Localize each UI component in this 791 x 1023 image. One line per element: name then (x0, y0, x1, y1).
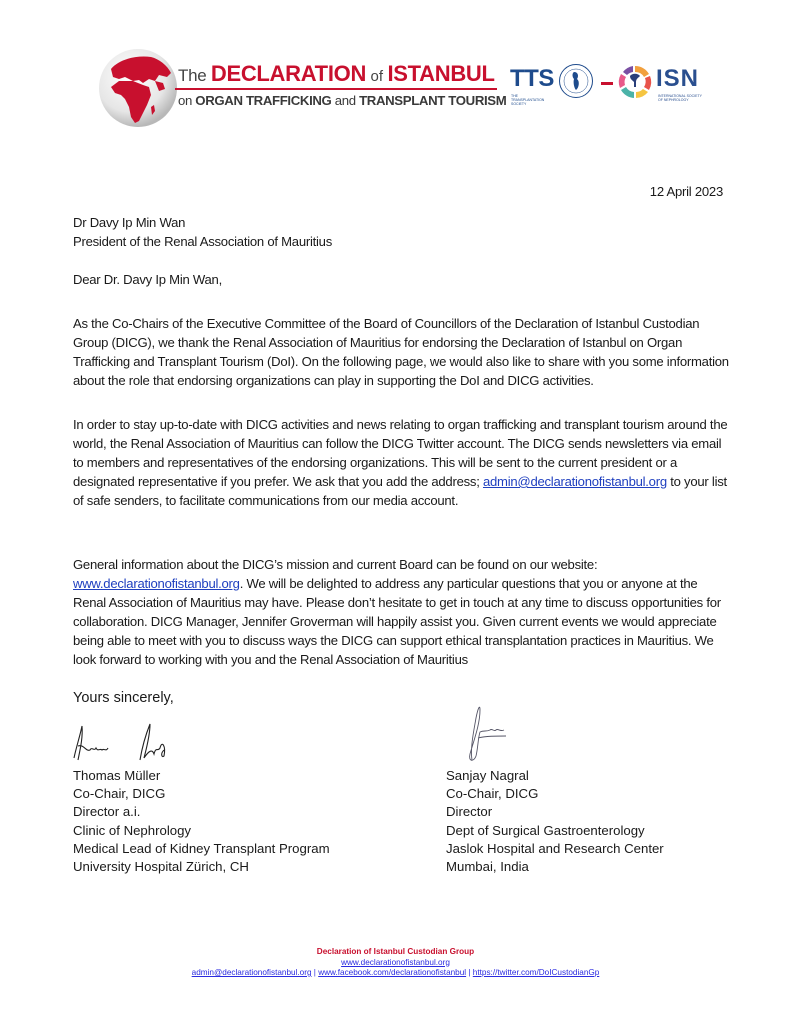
footer-website-link[interactable]: www.declarationofistanbul.org (341, 957, 450, 967)
signatory-institution: University Hospital Zürich, CH (73, 859, 249, 875)
signatory-name: Sanjay Nagral (446, 768, 529, 783)
signatory-institution: Mumbai, India (446, 859, 529, 875)
paragraph-3-text-a: General information about the DICG’s mission and current Board can be found on our website: (73, 557, 598, 572)
signature-sanjay-nagral-icon (460, 700, 520, 766)
tts-seal-icon (558, 63, 594, 99)
subtitle-on: on (178, 92, 192, 108)
globe-logo-icon (97, 47, 179, 129)
paragraph-2 (73, 415, 733, 510)
paragraph-2-text-b: to your list of safe senders, to facilitate communications from our media account. (73, 474, 727, 508)
tts-subtitle: THE TRANSPLANTATION SOCIETY (511, 94, 545, 106)
recipient-title: President of the Renal Association of Mauritius (73, 234, 332, 249)
paragraph-1: As the Co-Chairs of the Executive Committee of the Board of Councillors of the Declaration of Istanbul Custodian Group (DICG), we thank the Renal Association of Mauritius for endorsing the Declaration of Istanbul on Organ Trafficking and Transplant Tourism (DoI). On the following page, we would also like to share with you some information about the role that endorsing organizations can play in supporting the DoI and DICG activities. (73, 316, 729, 388)
website-link[interactable]: www.declarationofistanbul.org (73, 576, 240, 591)
salutation: Dear Dr. Davy Ip Min Wan, (73, 272, 222, 287)
footer-email-link[interactable]: admin@declarationofistanbul.org (191, 968, 312, 977)
paragraph-2-text-a: In order to stay up-to-date with DICG activities and news relating to organ trafficking and transplant tourism around the world, the Renal Association of Mauritius can follow the DICG Twitter account. The DICG sends newsletters via email to members and representatives of the endorsing organizations. This will be sent to the current president or a designated representative if you prefer. We ask that you add the address; (73, 417, 728, 489)
title-of: of (370, 68, 383, 85)
signatory-extra: Jaslok Hospital and Research Center (446, 840, 664, 856)
letterhead (97, 45, 717, 135)
subtitle-and: and (334, 92, 356, 108)
isn-logo-icon (616, 63, 654, 101)
footer-facebook-link[interactable]: www.facebook.com/declarationofistanbul (318, 968, 467, 977)
paragraph-3 (73, 555, 733, 669)
isn-logo: ISN (656, 65, 700, 92)
letterhead-title (175, 63, 505, 108)
recipient-name: Dr Davy Ip Min Wan (73, 215, 186, 230)
title-declaration: DECLARATION (210, 61, 367, 86)
letter-date: 12 April 2023 (649, 184, 723, 199)
tts-logo: TTS (510, 65, 554, 92)
signatory-role: Co-Chair, DICG (73, 786, 166, 802)
footer-twitter-link[interactable]: https://twitter.com/DoICustodianGp (472, 968, 600, 977)
subtitle-transplant: TRANSPLANT TOURISM (359, 92, 507, 108)
signatory-department: Clinic of Nephrology (73, 822, 192, 838)
title-divider (175, 88, 497, 90)
title-the: The (178, 66, 207, 85)
closing: Yours sincerely, (73, 690, 174, 706)
signatory-position: Director (446, 804, 493, 820)
footer-separator: | (311, 968, 319, 977)
signatory-department: Dept of Surgical Gastroenterology (446, 822, 645, 838)
signatory-1 (73, 767, 330, 876)
title-istanbul: ISTANBUL (387, 61, 495, 86)
admin-email-link[interactable]: admin@declarationofistanbul.org (482, 474, 667, 489)
isn-subtitle: INTERNATIONAL SOCIETY OF NEPHROLOGY (658, 94, 702, 102)
footer-org-name: Declaration of Istanbul Custodian Group (316, 947, 475, 956)
footer (0, 947, 791, 979)
footer-separator: | (466, 968, 473, 977)
subtitle-organ: ORGAN TRAFFICKING (195, 92, 332, 108)
partner-logos (510, 61, 720, 109)
signatory-extra: Medical Lead of Kidney Transplant Program (73, 840, 330, 856)
signatory-name: Thomas Müller (73, 768, 161, 783)
signatory-2 (446, 767, 664, 876)
signature-thomas-muller-icon (68, 718, 178, 764)
signatory-role: Co-Chair, DICG (446, 786, 539, 802)
paragraph-3-text-b: . We will be delighted to address any particular questions that you or anyone at the Renal Association of Mauritius may have. Please don’t hesitate to get in touch at any time to discuss opportunities for collaboration. DICG Manager, Jennifer Groverman will happily assist you. Given current events we would appreciate being able to meet with you to discuss ways the DICG can support ethical transplantation practices in Mauritius. We look forward to working with you and the Renal Association of Mauritius (73, 576, 721, 667)
signatory-position: Director a.i. (73, 804, 141, 820)
recipient-address (73, 213, 733, 251)
partner-dash (601, 82, 613, 85)
